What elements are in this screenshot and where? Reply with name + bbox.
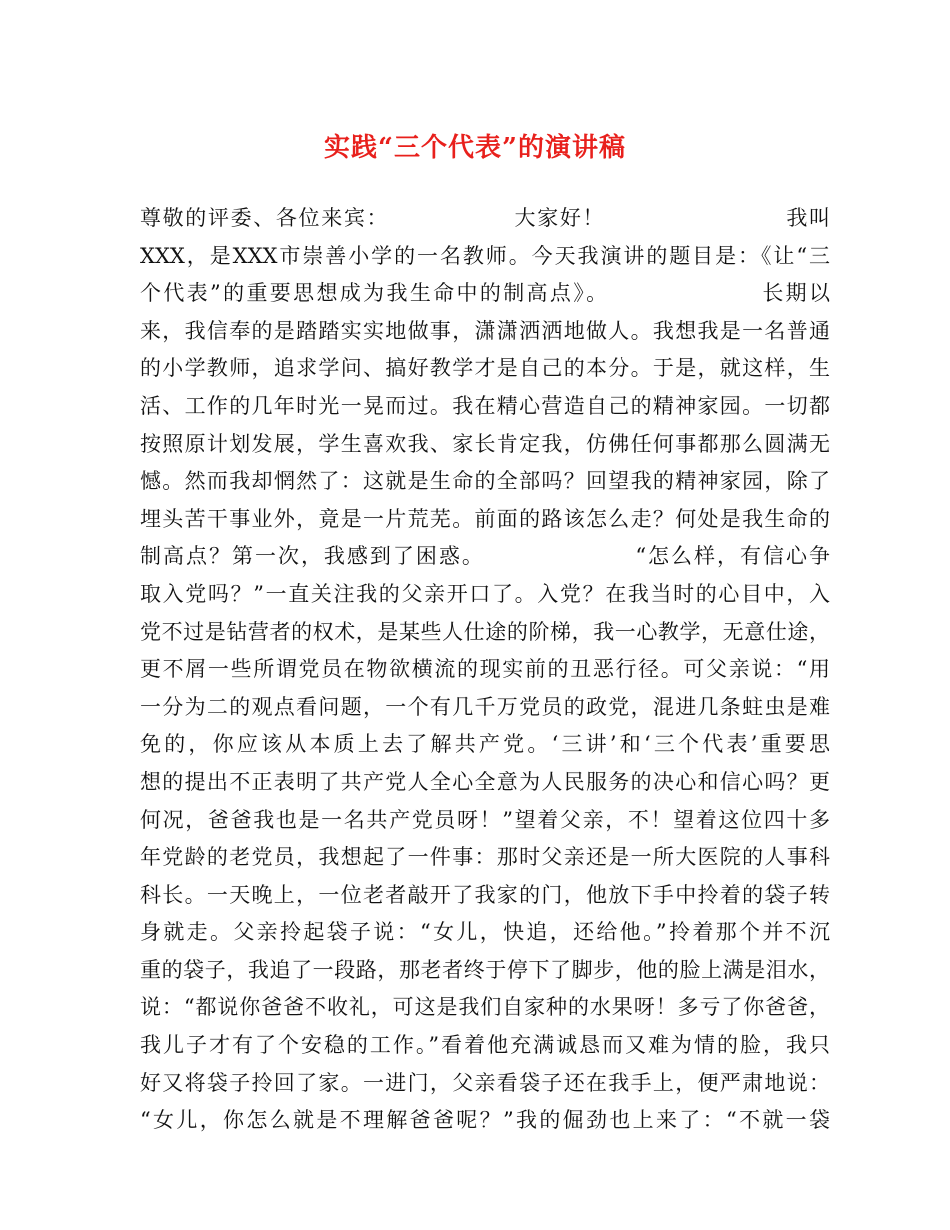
body-line: 个代表”的重要思想成为我生命中的制高点》。 长期以 [140, 281, 830, 306]
body-line: 我儿子才有了个安稳的工作。”看着他充满诚恳而又难为情的脸，我只 [140, 1033, 830, 1058]
body-line: 党不过是钻营者的权术，是某些人仕途的阶梯，我一心教学，无意仕途， [140, 619, 830, 644]
body-line: 说：“都说你爸爸不收礼，可这是我们自家种的水果呀！多亏了你爸爸， [140, 995, 830, 1020]
body-line: 来，我信奉的是踏踏实实地做事，潇潇洒洒地做人。我想我是一名普通 [140, 318, 830, 343]
body-line: 想的提出不正表明了共产党人全心全意为人民服务的决心和信心吗？更 [140, 769, 830, 794]
body-line: 何况，爸爸我也是一名共产党员呀！”望着父亲，不！望着这位四十多 [140, 807, 830, 832]
body-line: XXX，是XXX市崇善小学的一名教师。今天我演讲的题目是：《让“三 [140, 243, 830, 268]
body-line: 一分为二的观点看问题，一个有几千万党员的政党，混进几条蛀虫是难 [140, 694, 830, 719]
body-line: 的小学教师，追求学问、搞好教学才是自己的本分。于是，就这样，生 [140, 356, 830, 381]
body-line: 按照原计划发展，学生喜欢我、家长肯定我，仿佛任何事都那么圆满无 [140, 431, 830, 456]
body-line: 制高点？第一次，我感到了困惑。 “怎么样，有信心争 [140, 544, 830, 569]
body-line: 活、工作的几年时光一晃而过。我在精心营造自己的精神家园。一切都 [140, 393, 830, 418]
body-line: 埋头苦干事业外，竟是一片荒芜。前面的路该怎么走？何处是我生命的 [140, 506, 830, 531]
body-line: 重的袋子，我追了一段路，那老者终于停下了脚步，他的脸上满是泪水， [140, 957, 830, 982]
body-line: 尊敬的评委、各位来宾： 大家好！ 我叫 [140, 206, 830, 230]
body-line: 憾。然而我却惘然了：这就是生命的全部吗？回望我的精神家园，除了 [140, 469, 830, 494]
body-line: 取入党吗？”一直关注我的父亲开口了。入党？在我当时的心目中，入 [140, 581, 830, 606]
body-line: 更不屑一些所谓党员在物欲横流的现实前的丑恶行径。可父亲说：“用 [140, 657, 830, 682]
document-title: 实践“三个代表”的演讲稿 [324, 133, 626, 163]
speech-body-text [140, 200, 830, 1140]
body-line: 身就走。父亲拎起袋子说：“女儿，快追，还给他。”拎着那个并不沉 [140, 920, 830, 945]
body-line: 年党龄的老党员，我想起了一件事：那时父亲还是一所大医院的人事科 [140, 845, 830, 870]
body-line: 免的，你应该从本质上去了解共产党。‘三讲’和‘三个代表’重要思 [140, 732, 830, 757]
body-line: “女儿，你怎么就是不理解爸爸呢？”我的倔劲也上来了：“不就一袋 [140, 1108, 830, 1133]
body-line: 科长。一天晚上，一位老者敲开了我家的门，他放下手中拎着的袋子转 [140, 882, 830, 907]
body-line: 好又将袋子拎回了家。一进门，父亲看袋子还在我手上，便严肃地说： [140, 1070, 830, 1095]
